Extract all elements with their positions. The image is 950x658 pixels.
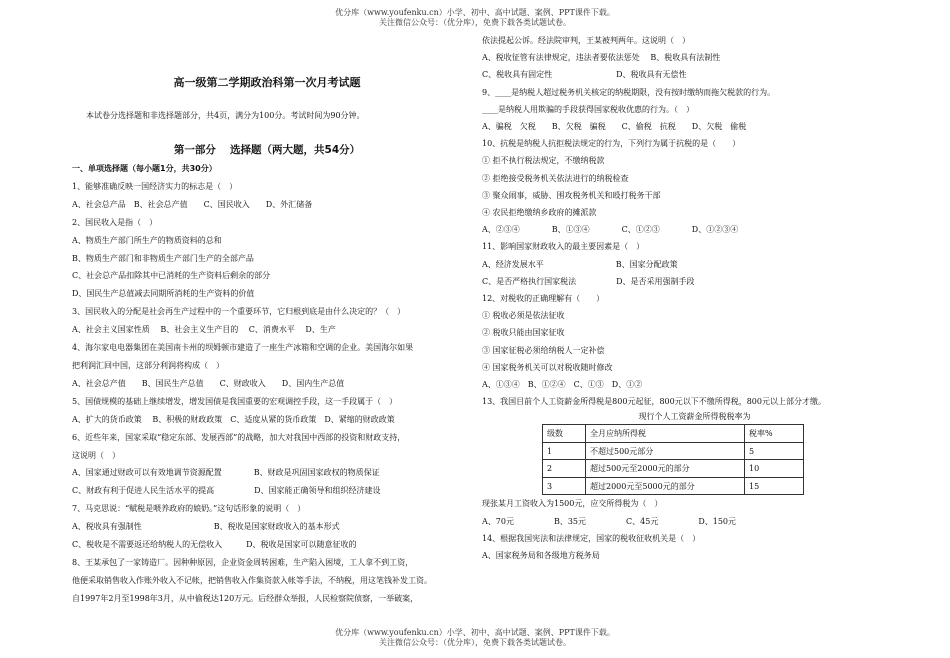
table-caption: 现行个人工资薪金所得税税率为	[638, 412, 751, 422]
left-question-lines	[72, 178, 462, 608]
question-line: ② 税收只能由国家征收	[482, 328, 565, 338]
question-line: 6、近些年来，国家采取“稳定东部、发展西部”的战略，加大对我国中西部的投资和财政支持，	[72, 432, 406, 442]
table-header-cell: 全月应纳所得税	[586, 425, 745, 443]
question-line: A、社会主义国家性质 B、社会主义生产目的 C、消费水平 D、生产	[72, 325, 336, 335]
question-line: 11、影响国家财政收入的最主要因素是（ ）	[482, 242, 645, 252]
exam-intro: 本试卷分选择题和非选择题部分，共4页，满分为100分。考试时间为90分钟。	[86, 111, 365, 120]
question-line: A、70元 B、35元 C、45元 D、150元	[482, 516, 736, 526]
question-line: 4、海尔家电电器集团在美国南卡州的坝姆顿市建造了一座生产冰箱和空调的企业。美国海尔如果	[72, 343, 414, 353]
question-line: 这说明（ ）	[72, 450, 120, 460]
question-line: 现张某月工资收入为1500元，应交所得税为（ ）	[482, 499, 663, 509]
table-cell: 超过500元至2000元的部分	[586, 460, 745, 478]
question-line: 12、对税收的正确理解有（ ）	[482, 294, 605, 304]
section-heading: 一、单项选择题（每小题1分，共30分）	[72, 164, 217, 173]
question-line: C、财政有利于促进人民生活水平的提高 D、国家能正确领导和组织经济建设	[72, 486, 381, 496]
question-line: 2、国民收入是指（ ）	[72, 217, 158, 227]
page-header	[0, 8, 950, 28]
right-question-lines-bottom	[482, 495, 877, 564]
question-line: ① 拒不执行税法规定，不缴纳税款	[482, 156, 605, 166]
header-line-2: 关注微信公众号：（优分库），免费下载各类试题试卷。	[379, 18, 571, 27]
question-line: ④ 农民拒绝缴纳乡政府的摊派款	[482, 208, 597, 218]
question-line: C、税收具有固定性 D、税收具有无偿性	[482, 70, 687, 80]
question-line: 5、国债规模的基础上继续增发，增发国债是我国重要的宏观调控手段，这一手段属于（ ）	[72, 396, 398, 406]
table-header-row	[543, 425, 804, 443]
right-question-lines-top	[482, 32, 877, 410]
tax-rate-table	[542, 424, 804, 495]
table-row	[543, 460, 804, 478]
question-line: A、①③④ B、①②④ C、①③ D、①②	[482, 380, 643, 390]
question-line: 8、王某承包了一家铸造厂。因种种原因，企业资金周转困难，生产陷入困境，工人拿不到工资，	[72, 557, 414, 567]
question-line: 7、马克思说：“赋税是喂养政府的娘奶。”这句话形象的说明（ ）	[72, 504, 306, 514]
table-cell: 超过2000元至5000元的部分	[586, 477, 745, 495]
question-line: ② 拒绝接受税务机关依法进行的纳税检查	[482, 173, 629, 183]
question-line: A、税收征管有法律规定，违法者要依法惩处 B、税收具有法制性	[482, 53, 721, 63]
question-line: 1、能够准确反映一国经济实力的标志是（ ）	[72, 181, 238, 191]
footer-line-1: 优分库（www.youfenku.cn）小学、初中、高中试题、案例、PPT课件下载。	[335, 628, 615, 637]
header-line-1: 优分库（www.youfenku.cn）小学、初中、高中试题、案例、PPT课件下载。	[335, 8, 615, 17]
question-line: A、骗税 欠税 B、欠税 骗税 C、偷税 抗税 D、欠税 偷税	[482, 122, 747, 132]
table-cell: 不超过500元部分	[586, 442, 745, 460]
question-line: 自1997年2月至1998年3月，从中偷税达120万元。后经群众举报，人民检察院侦察，一举破案，	[72, 593, 419, 603]
question-line: A、社会总产品 B、社会总产值 C、国民收入 D、外汇储备	[72, 199, 313, 209]
question-line: 14、根据我国宪法和法律规定，国家的税收征收机关是（ ）	[482, 533, 701, 543]
part-heading: 第一部分 选择题（两大题，共54分）	[173, 144, 361, 156]
question-line: 3、国民收入的分配是社会再生产过程中的一个重要环节，它归根到底是由什么决定的？（ ）	[72, 307, 406, 317]
question-line: A、扩大的货币政策 B、积极的财政政策 C、适度从紧的货币政策 D、紧缩的财政政策	[72, 414, 395, 424]
question-line: A、国家税务局和各级地方税务局	[482, 551, 600, 561]
table-cell: 10	[745, 460, 804, 478]
question-line: B、物质生产部门和非物质生产部门生产的全部产品	[72, 253, 254, 263]
question-line: 他便采取销售收入作账外收入不记帐，把销售收入作集资款入帐等手法，不纳税，用这笔钱补发工资。	[72, 575, 432, 585]
question-line: ④ 国家税务机关可以对税收随时修改	[482, 362, 613, 372]
question-line: A、经济发展水平 B、国家分配政策	[482, 259, 678, 269]
table-cell: 2	[543, 460, 586, 478]
question-line: C、是否严格执行国家税法 D、是否采用强制手段	[482, 276, 695, 286]
question-line: 把利润汇回中国，这部分利润将构成（ ）	[72, 360, 224, 370]
question-line: ③ 聚众闹事，威胁、围攻税务机关和殴打税务干部	[482, 190, 661, 200]
footer-line-2: 关注微信公众号：（优分库），免费下载各类试题试卷。	[379, 638, 571, 647]
table-header-cell: 级数	[543, 425, 586, 443]
left-column	[72, 160, 462, 608]
question-line: C、社会总产品扣除其中已消耗的生产资料后剩余的部分	[72, 271, 271, 281]
question-line: A、②③④ B、①③④ C、①②③ D、①②③④	[482, 225, 739, 235]
question-line: D、国民生产总值减去同期所消耗的生产资料的价值	[72, 289, 255, 299]
table-row	[543, 477, 804, 495]
question-line: ① 税收必须是依法征收	[482, 311, 565, 321]
table-header-cell: 税率%	[745, 425, 804, 443]
question-line: A、税收具有强制性 B、税收是国家财政收入的基本形式	[72, 522, 340, 532]
question-line: A、社会总产值 B、国民生产总值 C、财政收入 D、国内生产总值	[72, 378, 345, 388]
question-line: A、国家通过财政可以有效地调节资源配置 B、财政是巩固国家政权的物质保证	[72, 468, 380, 478]
question-line: 9、____是纳税人超过税务机关核定的纳税期限，没有按时缴纳而拖欠税款的行为。	[482, 87, 776, 97]
question-line: 10、抗税是纳税人抗拒税法规定的行为，下列行为属于抗税的是（ ）	[482, 139, 741, 149]
table-body	[543, 442, 804, 495]
table-cell: 15	[745, 477, 804, 495]
exam-title: 高一级第二学期政治科第一次月考试题	[173, 76, 361, 89]
question-line: ③ 国家征税必须给纳税人一定补偿	[482, 345, 605, 355]
question-line: A、物质生产部门所生产的物质资料的总和	[72, 235, 222, 245]
table-row	[543, 442, 804, 460]
table-cell: 5	[745, 442, 804, 460]
question-line: 13、我国目前个人工资薪金所得税是800元起征，800元以下不缴所得税，800元以上部分才缴。	[482, 397, 826, 407]
right-column	[482, 32, 877, 564]
table-cell: 1	[543, 442, 586, 460]
table-cell: 3	[543, 477, 586, 495]
question-line: C、税收是不需要返还给纳税人的无偿收入 D、税收是国家可以随意征收的	[72, 540, 357, 550]
question-line: ____是纳税人用欺骗的手段获得国家税收优惠的行为。（ ）	[482, 104, 694, 114]
page-footer	[0, 628, 950, 648]
question-line: 依法提起公诉。经法院审判，王某被判两年。这说明（ ）	[482, 36, 690, 45]
